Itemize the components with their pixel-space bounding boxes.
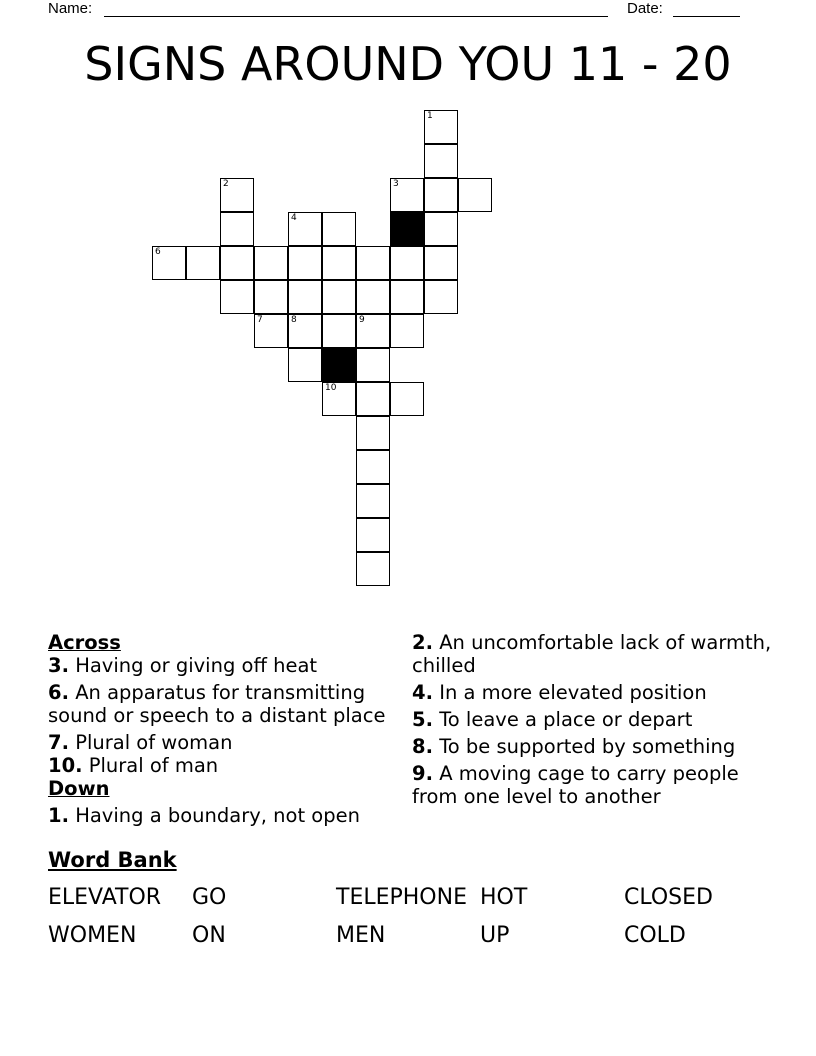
date-label: Date: — [627, 0, 663, 17]
across-heading: Across — [48, 631, 121, 654]
clue-text: A moving cage to carry people from one level to another — [412, 762, 739, 808]
clue-number-label: 8 — [291, 315, 297, 325]
clue-across-7 — [48, 731, 404, 754]
word-bank-title: Word Bank — [48, 848, 177, 872]
grid-cell-black — [322, 348, 356, 382]
grid-cell[interactable] — [254, 314, 288, 348]
down-heading: Down — [48, 777, 110, 800]
clue-text: In a more elevated position — [439, 681, 707, 704]
grid-cell[interactable] — [356, 314, 390, 348]
word-bank-word: UP — [480, 923, 510, 948]
clue-down-8 — [412, 735, 772, 758]
grid-cell[interactable] — [356, 246, 390, 280]
clue-down-9 — [412, 762, 772, 808]
word-bank-word: CLOSED — [624, 885, 713, 910]
clue-number: 8. — [412, 735, 433, 758]
grid-cell[interactable] — [424, 246, 458, 280]
clue-number-label: 3 — [393, 179, 399, 189]
grid-cell[interactable] — [424, 178, 458, 212]
clue-across-10 — [48, 754, 404, 777]
clue-text: Having a boundary, not open — [75, 804, 360, 827]
word-bank-word: TELEPHONE — [336, 885, 467, 910]
clue-down-1 — [48, 804, 404, 827]
grid-cell[interactable] — [288, 314, 322, 348]
word-bank-word: COLD — [624, 923, 686, 948]
grid-cell[interactable] — [356, 518, 390, 552]
clue-text: Plural of woman — [75, 731, 233, 754]
grid-cell[interactable] — [288, 212, 322, 246]
grid-cell[interactable] — [322, 246, 356, 280]
word-bank-word: GO — [192, 885, 227, 910]
clue-text: Having or giving off heat — [75, 654, 318, 677]
word-bank-word: ELEVATOR — [48, 885, 162, 910]
clue-number: 7. — [48, 731, 69, 754]
grid-cell-black — [390, 212, 424, 246]
clue-number: 5. — [412, 708, 433, 731]
grid-cell[interactable] — [424, 110, 458, 144]
clue-number: 2. — [412, 631, 433, 654]
clue-number: 4. — [412, 681, 433, 704]
grid-cell[interactable] — [390, 178, 424, 212]
clue-number: 3. — [48, 654, 69, 677]
clue-number-label: 6 — [155, 247, 161, 257]
name-label: Name: — [48, 0, 93, 17]
clue-across-3 — [48, 654, 404, 677]
clue-number: 1. — [48, 804, 69, 827]
grid-cell[interactable] — [288, 280, 322, 314]
clue-number-label: 9 — [359, 315, 365, 325]
clue-number-label: 7 — [257, 315, 263, 325]
word-bank-word: MEN — [336, 923, 386, 948]
grid-cell[interactable] — [288, 246, 322, 280]
grid-cell[interactable] — [322, 212, 356, 246]
clue-down-5 — [412, 708, 772, 731]
grid-cell[interactable] — [322, 280, 356, 314]
clue-number: 10. — [48, 754, 83, 777]
page-title: SIGNS AROUND YOU 11 - 20 — [84, 37, 732, 91]
grid-cell[interactable] — [458, 178, 492, 212]
clue-across-6 — [48, 681, 404, 727]
clues-left-column — [48, 631, 404, 827]
grid-cell[interactable] — [254, 280, 288, 314]
word-bank-word: WOMEN — [48, 923, 137, 948]
grid-cell[interactable] — [424, 212, 458, 246]
clue-text: An uncomfortable lack of warmth, chilled — [412, 631, 772, 677]
grid-cell[interactable] — [220, 178, 254, 212]
grid-cell[interactable] — [424, 144, 458, 178]
clue-text: To leave a place or depart — [439, 708, 693, 731]
grid-cell[interactable] — [390, 382, 424, 416]
clue-text: To be supported by something — [439, 735, 736, 758]
grid-cell[interactable] — [220, 280, 254, 314]
grid-cell[interactable] — [390, 314, 424, 348]
grid-cell[interactable] — [152, 246, 186, 280]
clue-number-label: 2 — [223, 179, 229, 189]
grid-cell[interactable] — [288, 348, 322, 382]
grid-cell[interactable] — [356, 416, 390, 450]
grid-cell[interactable] — [356, 348, 390, 382]
grid-cell[interactable] — [220, 246, 254, 280]
grid-cell[interactable] — [356, 484, 390, 518]
grid-cell[interactable] — [356, 552, 390, 586]
grid-cell[interactable] — [220, 212, 254, 246]
grid-cell[interactable] — [186, 246, 220, 280]
clues-right-column — [412, 631, 772, 808]
clue-number: 6. — [48, 681, 69, 704]
clue-number-label: 4 — [291, 213, 297, 223]
grid-cell[interactable] — [390, 246, 424, 280]
grid-cell[interactable] — [424, 280, 458, 314]
word-bank-word: HOT — [480, 885, 528, 910]
clue-number-label: 1 — [427, 111, 433, 121]
clue-down-4 — [412, 681, 772, 704]
grid-cell[interactable] — [356, 280, 390, 314]
clue-number-label: 10 — [325, 383, 337, 393]
grid-cell[interactable] — [390, 280, 424, 314]
word-bank-word: ON — [192, 923, 226, 948]
grid-cell[interactable] — [356, 382, 390, 416]
grid-cell[interactable] — [322, 382, 356, 416]
clue-text: An apparatus for transmitting sound or speech to a distant place — [48, 681, 386, 727]
grid-cell[interactable] — [254, 246, 288, 280]
clue-text: Plural of man — [88, 754, 219, 777]
clue-down-2 — [412, 631, 772, 677]
clue-number: 9. — [412, 762, 433, 785]
grid-cell[interactable] — [356, 450, 390, 484]
grid-cell[interactable] — [322, 314, 356, 348]
